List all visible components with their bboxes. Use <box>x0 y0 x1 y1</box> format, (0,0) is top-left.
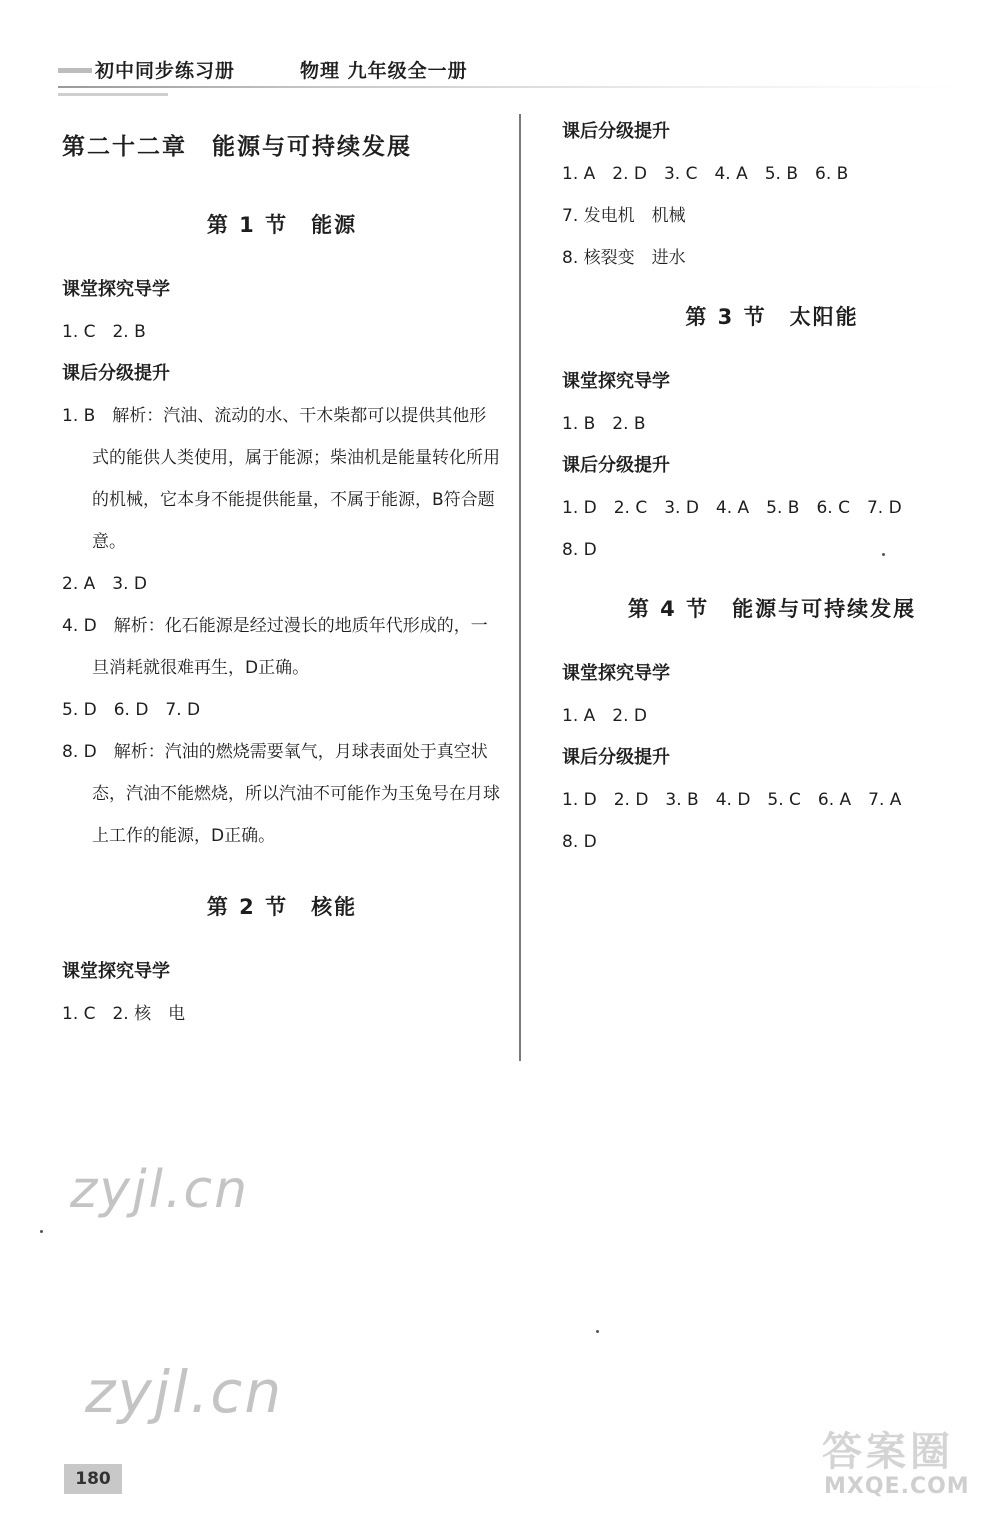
s1-item-4-text: 化石能源是经过漫长的地质年代形成的，一旦消耗就很难再生，D正确。 <box>92 616 488 678</box>
s1-item-1-text: 汽油、流动的水、干木柴都可以提供其他形式的能供人类使用，属于能源；柴油机是能量转化所用的机械，它本身不能提供能量，不属于能源，B符合题意。 <box>92 406 500 552</box>
s1-item-8-lead: 8. D 解析： <box>62 742 165 762</box>
watermark-top: zyjl.cn <box>70 1160 250 1220</box>
s3-class-answers: 1. B 2. B <box>562 414 646 434</box>
section-3-title: 第 3 节 太阳能 <box>685 305 859 329</box>
s2-class-label: 课堂探究导学 <box>62 961 170 982</box>
s2-class-answers: 1. C 2. 核 电 <box>62 1004 186 1024</box>
s3-after-answers-2: 8. D <box>562 540 597 560</box>
header-rule <box>58 86 958 88</box>
s4-class-label: 课堂探究导学 <box>562 663 670 684</box>
section-2-title: 第 2 节 核能 <box>206 895 358 919</box>
s1-class-label: 课堂探究导学 <box>62 279 170 300</box>
s1-item-1 <box>62 395 502 563</box>
scan-speck <box>882 553 885 556</box>
right-column <box>562 111 982 863</box>
s1-after-label: 课后分级提升 <box>62 363 170 384</box>
book-title: 初中同步练习册 <box>95 60 236 82</box>
left-column <box>62 128 502 1035</box>
scan-speck <box>40 1230 43 1233</box>
s4-after-answers-2: 8. D <box>562 832 597 852</box>
s1-item-8-text: 汽油的燃烧需要氧气，月球表面处于真空状态，汽油不能燃烧，所以汽油不可能作为玉兔号在月球上工作的能源，D正确。 <box>92 742 500 846</box>
s4-class-answers: 1. A 2. D <box>562 706 647 726</box>
s2-after-answers-3: 8. 核裂变 进水 <box>562 248 686 268</box>
site-logo-glyphs: 答案圈 <box>822 1429 954 1475</box>
subject-grade: 物理 九年级全一册 <box>300 60 468 82</box>
s2-after-answers-1: 1. A 2. D 3. C 4. A 5. B 6. B <box>562 164 849 184</box>
section-4-title: 第 4 节 能源与可持续发展 <box>627 597 917 621</box>
s4-after-label: 课后分级提升 <box>562 747 670 768</box>
section-1-title: 第 1 节 能源 <box>206 213 358 237</box>
s1-item-5: 5. D 6. D 7. D <box>62 700 201 720</box>
s1-item-8 <box>62 731 502 857</box>
site-logo-url: MXQE.COM <box>824 1474 970 1499</box>
s1-item-4-lead: 4. D 解析： <box>62 616 165 636</box>
s3-after-answers-1: 1. D 2. C 3. D 4. A 5. B 6. C 7. D <box>562 498 902 518</box>
scan-speck <box>596 1330 599 1333</box>
s3-class-label: 课堂探究导学 <box>562 371 670 392</box>
s4-after-answers-1: 1. D 2. D 3. B 4. D 5. C 6. A 7. A <box>562 790 902 810</box>
header-rule-accent <box>58 93 168 96</box>
chapter-title: 第二十二章 能源与可持续发展 <box>62 134 412 160</box>
s1-class-answers: 1. C 2. B <box>62 322 146 342</box>
s3-after-label: 课后分级提升 <box>562 455 670 476</box>
s1-item-2: 2. A 3. D <box>62 574 147 594</box>
s2-after-answers-2: 7. 发电机 机械 <box>562 206 686 226</box>
site-logo <box>822 1420 982 1504</box>
s2-after-label: 课后分级提升 <box>562 121 670 142</box>
watermark-bottom: zyjl.cn <box>85 1358 284 1426</box>
s1-item-4 <box>62 605 502 689</box>
header-decoration-bar <box>58 68 92 73</box>
s1-item-1-lead: 1. B 解析： <box>62 406 164 426</box>
page-number: 180 <box>64 1464 122 1494</box>
column-divider <box>519 114 521 1061</box>
